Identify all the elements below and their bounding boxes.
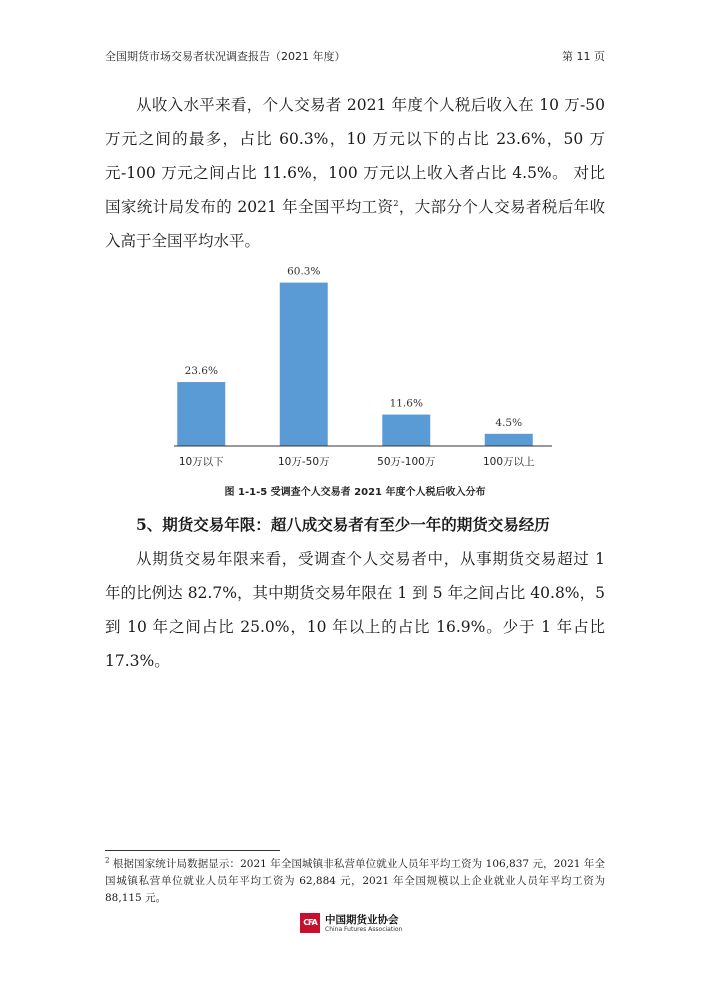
- footnote-text: 根据国家统计局数据显示：2021 年全国城镇非私营单位就业人员年平均工资为 106,837 元，2021 年全国城镇私营单位就业人员年平均工资为 62,884 元，2021 年全国规模以上企业就业人员年平均工资为 88,115 元。: [105, 858, 605, 904]
- footnote: [105, 856, 605, 907]
- page-number: 第 11 页: [562, 50, 605, 63]
- section-heading: 5、期货交易年限：超八成交易者有至少一年的期货交易经历: [136, 515, 550, 534]
- association-name-en: China Futures Association: [325, 926, 403, 933]
- bar: [280, 283, 328, 446]
- bar: [177, 382, 225, 446]
- income-paragraph: [105, 88, 605, 258]
- x-tick-label: 100万以上: [482, 456, 535, 468]
- trading-years-paragraph: 从期货交易年限来看，受调查个人交易者中，从事期货交易超过 1 年的比例达 82.7%，其中期货交易年限在 1 到 5 年之间占比 40.8%，5 到 10 年之间占比 25.0%，10 年以上的占比 16.9%。少于 1 年占比 17.3%。: [105, 550, 605, 670]
- footnote-divider: [105, 850, 280, 851]
- data-label: 60.3%: [287, 265, 321, 278]
- x-tick-label: 10万-50万: [277, 456, 330, 468]
- income-bar-chart: [150, 250, 560, 480]
- chart-svg: [150, 250, 560, 480]
- bar: [382, 415, 430, 446]
- data-label: 4.5%: [495, 416, 523, 429]
- association-name-cn: 中国期货业协会: [325, 914, 399, 926]
- income-text-a: 从收入水平来看，个人交易者 2021 年度个人税后收入在 10 万-50 万元之间的最多，占比 60.3%，10 万元以下的占比 23.6%，50 万元-100 万元之间占比 11.6%，100 万元以上收入者占比 4.5%。 对比国家统计局发布的 2021 年全国平均工资: [105, 96, 605, 216]
- footnote-mark: 2: [105, 856, 110, 865]
- x-tick-label: 10万以下: [178, 456, 224, 468]
- x-tick-label: 50万-100万: [377, 456, 436, 468]
- chart-caption: 图 1-1-5 受调查个人交易者 2021 年度个人税后收入分布: [224, 487, 486, 498]
- income-text-b: ，大部分个人交易者税后年收入高于全国平均水平。: [105, 198, 605, 250]
- cfa-logo-icon: CFA: [300, 913, 320, 933]
- data-label: 11.6%: [389, 397, 423, 410]
- page-header: [105, 48, 605, 68]
- footnote-ref[interactable]: 2: [393, 198, 399, 208]
- report-title: 全国期货市场交易者状况调查报告（2021 年度）: [105, 50, 346, 63]
- data-label: 23.6%: [184, 365, 218, 378]
- bar: [485, 434, 533, 446]
- association-logo: [300, 912, 450, 936]
